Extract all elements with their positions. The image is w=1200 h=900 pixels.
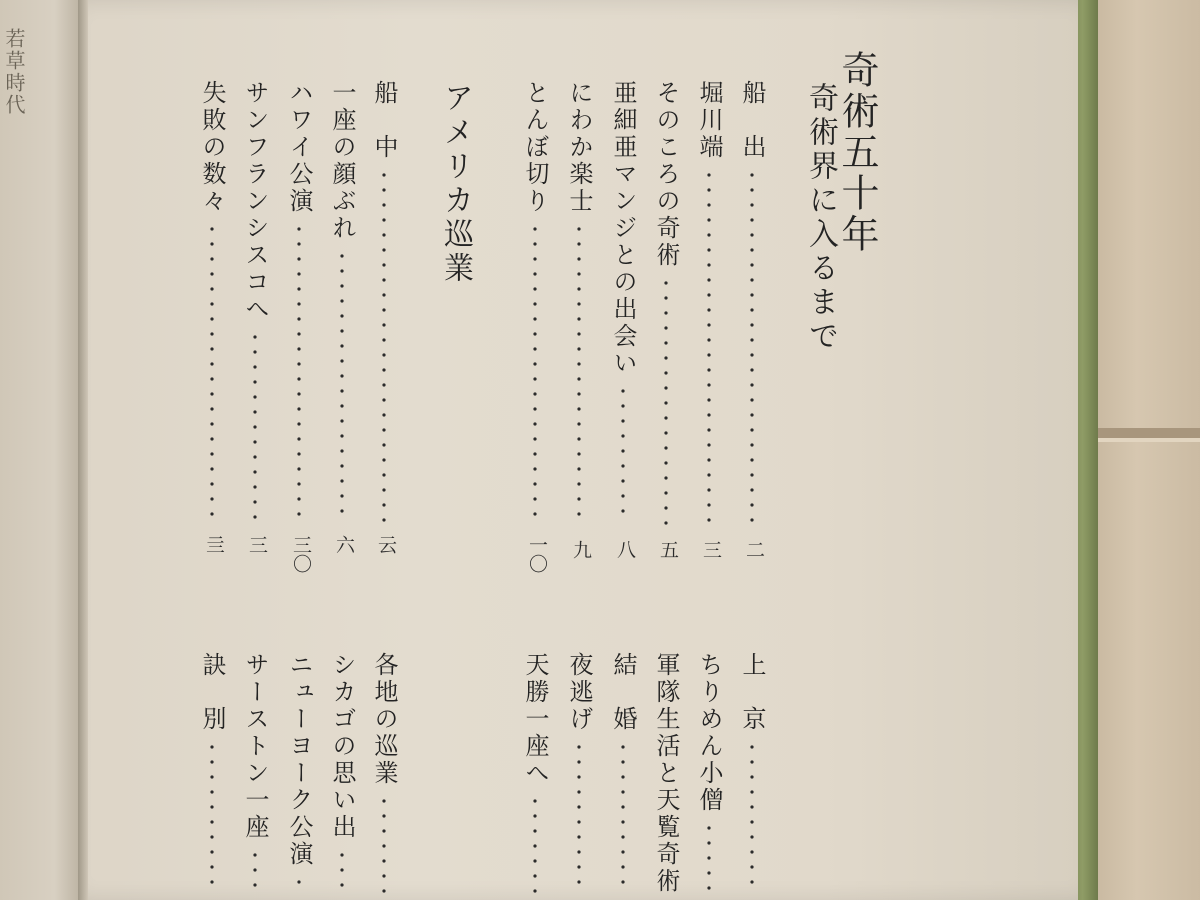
toc-entry-label: そのころの奇術 (652, 80, 680, 269)
toc-entry-label: 失敗の数々 (198, 80, 226, 215)
toc-entry[interactable]: サーストン一座 (241, 652, 269, 841)
toc-entry-label: 船 出 (738, 80, 766, 161)
toc-entry-page: 五 (657, 540, 679, 559)
toc-entry[interactable]: シカゴの思い出 (328, 652, 356, 841)
toc-entry-page: 三〇 (290, 535, 312, 573)
running-head: 若草時代 (2, 28, 26, 116)
toc-entry-label: 一座の顔ぶれ (328, 80, 356, 242)
toc-entry[interactable]: 軍隊生活と天覧奇術 (652, 652, 680, 895)
toc-entry-label: ハワイ公演 (285, 80, 313, 215)
toc-entry-page: 一〇 (526, 535, 548, 573)
section-title: 奇術界に入るまで (803, 82, 838, 354)
toc-entry-page: 八 (614, 540, 636, 559)
toc-entry[interactable]: ニューヨーク公演 (285, 652, 313, 868)
toc-entry-label: にわか楽士 (565, 80, 593, 215)
toc-entry-page: 三 (700, 540, 722, 559)
toc-entry[interactable]: 結 婚 (609, 652, 637, 733)
section-title: アメリカ巡業 (438, 82, 473, 286)
toc-entry-label: 堀川端 (695, 80, 723, 161)
toc-entry-page: 云 (375, 535, 397, 554)
toc-entry[interactable]: 各地の巡業 (370, 652, 398, 787)
toc-entry-page: 二 (743, 540, 765, 559)
toc-entry[interactable]: 夜逃げ (565, 652, 593, 733)
book-gutter (78, 0, 88, 900)
toc-entry-label: サンフランシスコへ (241, 80, 269, 323)
toc-entry-label: とんぼ切り (521, 80, 549, 215)
toc-entry[interactable]: 上 京 (738, 652, 766, 733)
book-title: 奇術五十年 (835, 50, 879, 255)
wooden-surface (1095, 0, 1200, 900)
toc-entry-page: 六 (333, 535, 355, 554)
left-page (0, 0, 80, 900)
wood-seam-highlight (1095, 438, 1200, 442)
toc-entry-page: 三 (246, 535, 268, 554)
toc-entry[interactable]: 訣 別 (198, 652, 226, 733)
toc-entry-page: 亖 (203, 535, 225, 554)
wood-seam (1095, 428, 1200, 438)
toc-entry-label: 船 中 (370, 80, 398, 161)
toc-entry-label: 亜細亜マンジとの出会い (609, 80, 637, 377)
toc-entry-page: 九 (570, 540, 592, 559)
toc-entry[interactable]: 天勝一座へ (521, 652, 549, 787)
toc-entry[interactable]: ちりめん小僧 (695, 652, 723, 814)
